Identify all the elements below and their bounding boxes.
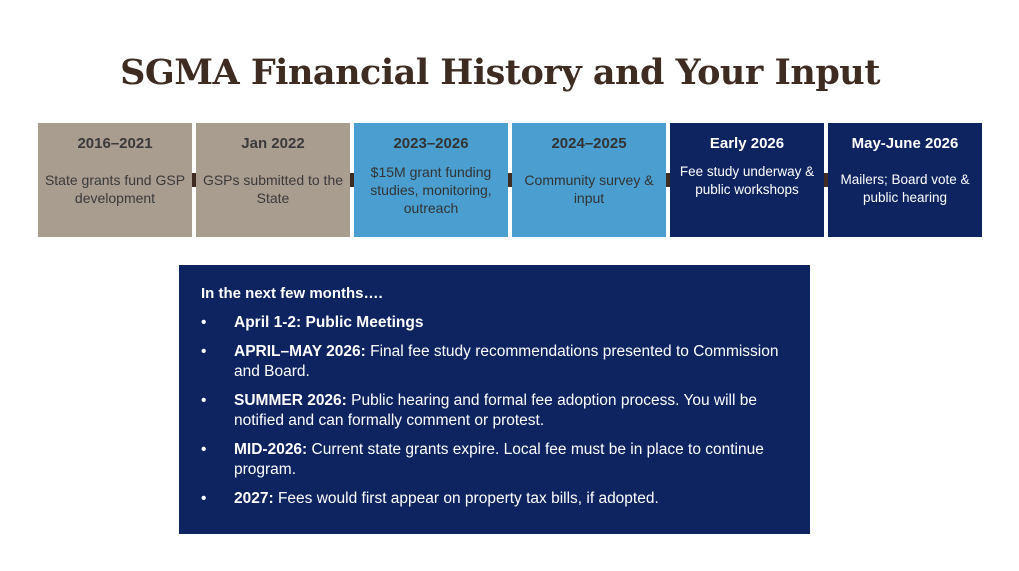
bullet-icon: • [201,440,207,458]
milestone-item [201,313,786,334]
timeline-step-2024-2025 [512,123,666,237]
slide-title: SGMA Financial History and Your Input [120,52,880,93]
timeline [38,123,982,237]
timeline-step-2023-2026 [354,123,508,237]
milestone-item [201,342,786,383]
bullet-icon: • [201,314,207,331]
timeline-description: Fee study underway & public workshops [679,164,815,197]
upcoming-milestones-box [179,265,810,534]
milestone-text: Fees would first appear on property tax bills, if adopted. [273,489,659,507]
timeline-description: Mailers; Board vote & public hearing [840,172,970,205]
bullet-icon: • [201,489,207,507]
timeline-description: $15M grant funding studies, monitoring, outreach [370,164,492,216]
milestone-item [201,391,786,432]
milestone-label: MID-2026: [234,440,308,458]
milestone-text: Current state grants expire. Local fee must be in place to continue program. [234,440,764,478]
milestone-text: Final fee study recommendations presented to Commission and Board. [234,342,779,380]
timeline-description: GSPs submitted to the State [202,172,344,206]
milestone-list [201,313,786,509]
milestone-item [201,440,786,481]
timeline-date: May-June 2026 [851,135,959,152]
timeline-step-may-june-2026 [828,123,982,237]
timeline-step-jan-2022 [196,123,350,237]
timeline-date: 2016–2021 [77,135,153,152]
timeline-description: Community survey & input [524,172,654,206]
timeline-step-2016-2021 [38,123,192,237]
milestone-label: April 1-2: Public Meetings [234,314,424,331]
timeline-description: State grants fund GSP development [44,172,186,206]
bullet-icon: • [201,342,207,360]
timeline-step-early-2026 [670,123,824,237]
milestone-label: APRIL–MAY 2026: [234,342,366,360]
timeline-date: 2024–2025 [551,135,627,152]
milestone-item [201,489,786,510]
timeline-date: 2023–2026 [393,135,469,152]
bullet-icon: • [201,391,207,409]
timeline-date: Jan 2022 [241,135,305,152]
milestone-label: 2027: [234,489,274,507]
upcoming-heading: In the next few months…. [201,285,383,302]
timeline-date: Early 2026 [709,135,785,152]
milestone-text: Public hearing and formal fee adoption process. You will be notified and can formally comment or protest. [234,391,757,429]
milestone-label: SUMMER 2026: [234,391,347,409]
